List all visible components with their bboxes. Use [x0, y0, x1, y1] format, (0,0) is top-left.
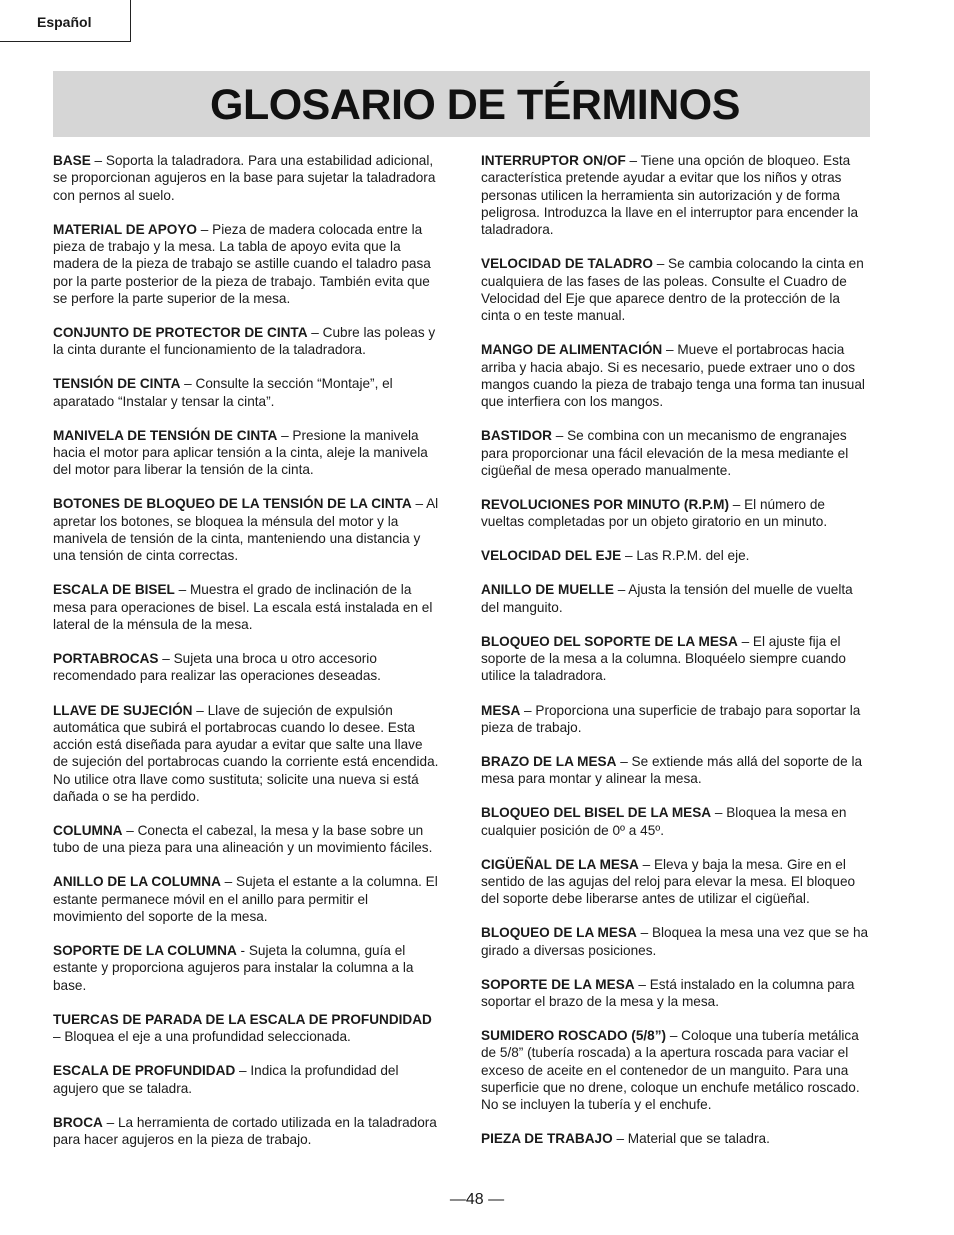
glossary-definition: – Proporciona una superficie de trabajo para soportar la pieza de trabajo. — [481, 702, 861, 735]
glossary-term: MESA — [481, 702, 521, 718]
glossary-entry — [481, 581, 871, 616]
glossary-entry — [481, 152, 871, 238]
glossary-entry — [481, 976, 871, 1011]
glossary-term: BROCA — [53, 1114, 103, 1130]
glossary-term: BLOQUEO DEL BISEL DE LA MESA — [481, 805, 712, 821]
glossary-definition: – Al apretar los botones, se bloquea la ménsula del motor y la manivela de tensión de la cinta, manteniendo una distancia y una tensión de cinta correctas. — [53, 496, 439, 564]
glossary-definition: – Llave de sujeción de expulsión automática que subirá el portabrocas cuando lo desee. Esta acción está diseñada para ayudar a evitar que salte una llave de sujeción del portabrocas cuando la corriente está encendida. No utilice otra llave como sustituta; solicite una nueva si está dañada o se ha perdido. — [53, 702, 439, 804]
glossary-term: BOTONES DE BLOQUEO DE LA TENSIÓN DE LA CINTA — [53, 496, 412, 512]
glossary-definition: – Eleva y baja la mesa. Gire en el sentido de las agujas del reloj para elevar la mesa. El bloqueo del soporte debe liberarse antes de utilizar el cigüeñal. — [481, 856, 856, 907]
glossary-definition: – Bloquea la mesa una vez que se ha girado a diversas posiciones. — [481, 925, 869, 958]
glossary-entry — [481, 496, 871, 531]
glossary-left-column — [53, 152, 441, 1165]
glossary-right-column — [481, 152, 871, 1165]
glossary-definition: – El ajuste fija el soporte de la mesa a la columna. Bloquéelo siempre cuando utilice la taladradora. — [481, 633, 846, 684]
glossary-definition: – Indica la profundidad del agujero que se taladra. — [53, 1063, 399, 1096]
glossary-entry — [53, 650, 441, 685]
title-banner — [53, 71, 870, 137]
glossary-entry — [481, 856, 871, 908]
language-tab-label: Español — [37, 14, 92, 30]
page-title: GLOSARIO DE TÉRMINOS — [210, 81, 740, 129]
glossary-definition: – Cubre las poleas y la cinta durante el funcionamiento de la taladradora. — [53, 324, 436, 358]
glossary-definition: – Coloque una tubería metálica de 5/8” (tubería roscada) a la apertura roscada para vaciar el exceso de aceite en el contenedor de un manguito. Para una superficie que no drene, coloque un enchufe metálico roscado. No se incluyen la tubería y el enchufe. — [481, 1028, 860, 1113]
glossary-term: REVOLUCIONES POR MINUTO (R.P.M) — [481, 496, 729, 512]
glossary-definition: – Bloquea la mesa en cualquier posición de 0º a 45º. — [481, 805, 847, 838]
glossary-entry — [481, 255, 871, 324]
glossary-term: MANGO DE ALIMENTACIÓN — [481, 342, 663, 358]
glossary-term: MANIVELA DE TENSIÓN DE CINTA — [53, 427, 278, 443]
glossary-definition: – Sujeta una broca u otro accesorio recomendado para realizar las operaciones deseadas. — [53, 651, 381, 684]
glossary-definition: – Se extiende más allá del soporte de la mesa para montar y alinear la mesa. — [481, 753, 863, 787]
glossary-entry — [481, 702, 871, 737]
glossary-entry — [481, 753, 871, 788]
glossary-term: SOPORTE DE LA MESA — [481, 976, 635, 992]
glossary-term: ESCALA DE BISEL — [53, 582, 175, 598]
glossary-term: PIEZA DE TRABAJO — [481, 1131, 613, 1147]
glossary-term: MATERIAL DE APOYO — [53, 221, 198, 237]
glossary-definition: – Bloquea el eje a una profundidad seleccionada. — [53, 1029, 351, 1045]
glossary-term: INTERRUPTOR ON/OF — [481, 153, 626, 168]
glossary-entry — [53, 495, 441, 564]
glossary-term: ESCALA DE PROFUNDIDAD — [53, 1063, 236, 1079]
glossary-entry — [53, 1114, 441, 1149]
glossary-definition: – Ajusta la tensión del muelle de vuelta del manguito. — [481, 582, 853, 615]
glossary-definition: – Conecta el cabezal, la mesa y la base sobre un tubo de una pieza para una alineación y un movimiento fáciles. — [53, 823, 433, 856]
glossary-term: LLAVE DE SUJECIÓN — [53, 702, 193, 718]
glossary-entry — [481, 633, 871, 685]
glossary-entry — [53, 152, 441, 204]
glossary-term: ANILLO DE MUELLE — [481, 582, 614, 598]
glossary-definition: – Las R.P.M. del eje. — [621, 548, 750, 564]
glossary-entry — [53, 942, 441, 994]
glossary-entry — [481, 341, 871, 410]
page-number: —48 — — [449, 1191, 505, 1208]
glossary-entry — [481, 1130, 871, 1147]
glossary-entry — [53, 427, 441, 479]
glossary-entry — [481, 804, 871, 839]
glossary-definition: – El número de vueltas completadas por un objeto giratorio en un minuto. — [481, 496, 828, 530]
glossary-entry — [53, 581, 441, 633]
glossary-term: BASTIDOR — [481, 428, 552, 444]
glossary-entry — [53, 375, 441, 410]
glossary-term: TENSIÓN DE CINTA — [53, 376, 181, 392]
glossary-entry — [53, 324, 441, 359]
glossary-term: BLOQUEO DEL SOPORTE DE LA MESA — [481, 633, 738, 649]
glossary-definition: - Sujeta la columna, guía el estante y proporciona agujeros para instalar la columna a la base. — [53, 943, 414, 993]
glossary-term: SOPORTE DE LA COLUMNA — [53, 943, 237, 959]
glossary-entry — [481, 427, 871, 479]
glossary-term: BASE — [53, 153, 91, 168]
glossary-definition: – Presione la manivela hacia el motor para aplicar tensión a la cinta, aleje la manivela del motor para liberar la tensión de la cinta. — [53, 427, 428, 478]
glossary-entry — [53, 1062, 441, 1097]
glossary-term: TUERCAS DE PARADA DE LA ESCALA DE PROFUNDIDAD — [53, 1011, 432, 1027]
glossary-entry — [53, 822, 441, 857]
glossary-definition: – Tiene una opción de bloqueo. Esta característica pretende ayudar a evitar que los niños y otras personas utilicen la herramienta sin autorización y de forma peligrosa. Introduzca la llave en el interruptor para encender la taladradora. — [481, 153, 859, 238]
glossary-entry — [53, 221, 441, 307]
glossary-entry — [53, 1011, 441, 1046]
glossary-definition: – Muestra el grado de inclinación de la mesa para operaciones de bisel. La escala está instalada en el lateral de la ménsula de la mesa. — [53, 582, 433, 633]
glossary-entry — [481, 547, 871, 564]
glossary-term: VELOCIDAD DE TALADRO — [481, 256, 653, 272]
glossary-entry — [481, 924, 871, 959]
glossary-definition: – Soporta la taladradora. Para una estabilidad adicional, se proporcionan agujeros en la base para sujetar la taladradora con pernos al suelo. — [53, 153, 436, 203]
glossary-definition: – Se combina con un mecanismo de engranajes para proporcionar una fácil elevación de la mesa mediante el cigüeñal de mesa operado manualmente. — [481, 428, 849, 478]
glossary-term: COLUMNA — [53, 823, 123, 839]
glossary-term: BRAZO DE LA MESA — [481, 753, 617, 769]
glossary-term: PORTABROCAS — [53, 651, 159, 667]
glossary-entry — [53, 873, 441, 925]
glossary-definition: – Se cambia colocando la cinta en cualquiera de las fases de las poleas. Consulte el Cuadro de Velocidad del Eje que aparece dentro de la protección de la cinta o en teste manual. — [481, 256, 864, 324]
glossary-term: CIGÜEÑAL DE LA MESA — [481, 856, 639, 872]
glossary-definition: – Pieza de madera colocada entre la pieza de trabajo y la mesa. La tabla de apoyo evita que la madera de la pieza de trabajo se astille cuando el taladro pasa por la parte posterior de la pieza de trabajo. También evita que se perfore la parte superior de la mesa. — [53, 221, 431, 306]
glossary-entry — [481, 1027, 871, 1113]
glossary-term: BLOQUEO DE LA MESA — [481, 925, 637, 941]
glossary-definition: – Está instalado en la columna para soportar el brazo de la mesa y la mesa. — [481, 976, 855, 1010]
glossary-term: SUMIDERO ROSCADO (5/8”) — [481, 1028, 667, 1044]
glossary-definition: – Material que se taladra. — [612, 1131, 770, 1147]
glossary-definition: – Consulte la sección “Montaje”, el aparatado “Instalar y tensar la cinta”. — [53, 376, 393, 409]
glossary-definition: – La herramienta de cortado utilizada en la taladradora para hacer agujeros en la pieza de trabajo. — [53, 1114, 437, 1147]
glossary-definition: – Mueve el portabrocas hacia arriba y hacia abajo. Si es necesario, puede extraer uno o dos mangos cuando la pieza de trabajo tenga una forma tan inusual que interfiera con los mangos. — [481, 342, 865, 410]
glossary-entry — [53, 702, 441, 806]
glossary-term: CONJUNTO DE PROTECTOR DE CINTA — [53, 324, 308, 340]
glossary-definition: – Sujeta el estante a la columna. El estante permanece móvil en el anillo para permitir el movimiento del soporte de la mesa. — [53, 874, 438, 925]
language-tab — [0, 0, 131, 42]
glossary-term: ANILLO DE LA COLUMNA — [53, 874, 221, 890]
glossary-term: VELOCIDAD DEL EJE — [481, 548, 622, 564]
